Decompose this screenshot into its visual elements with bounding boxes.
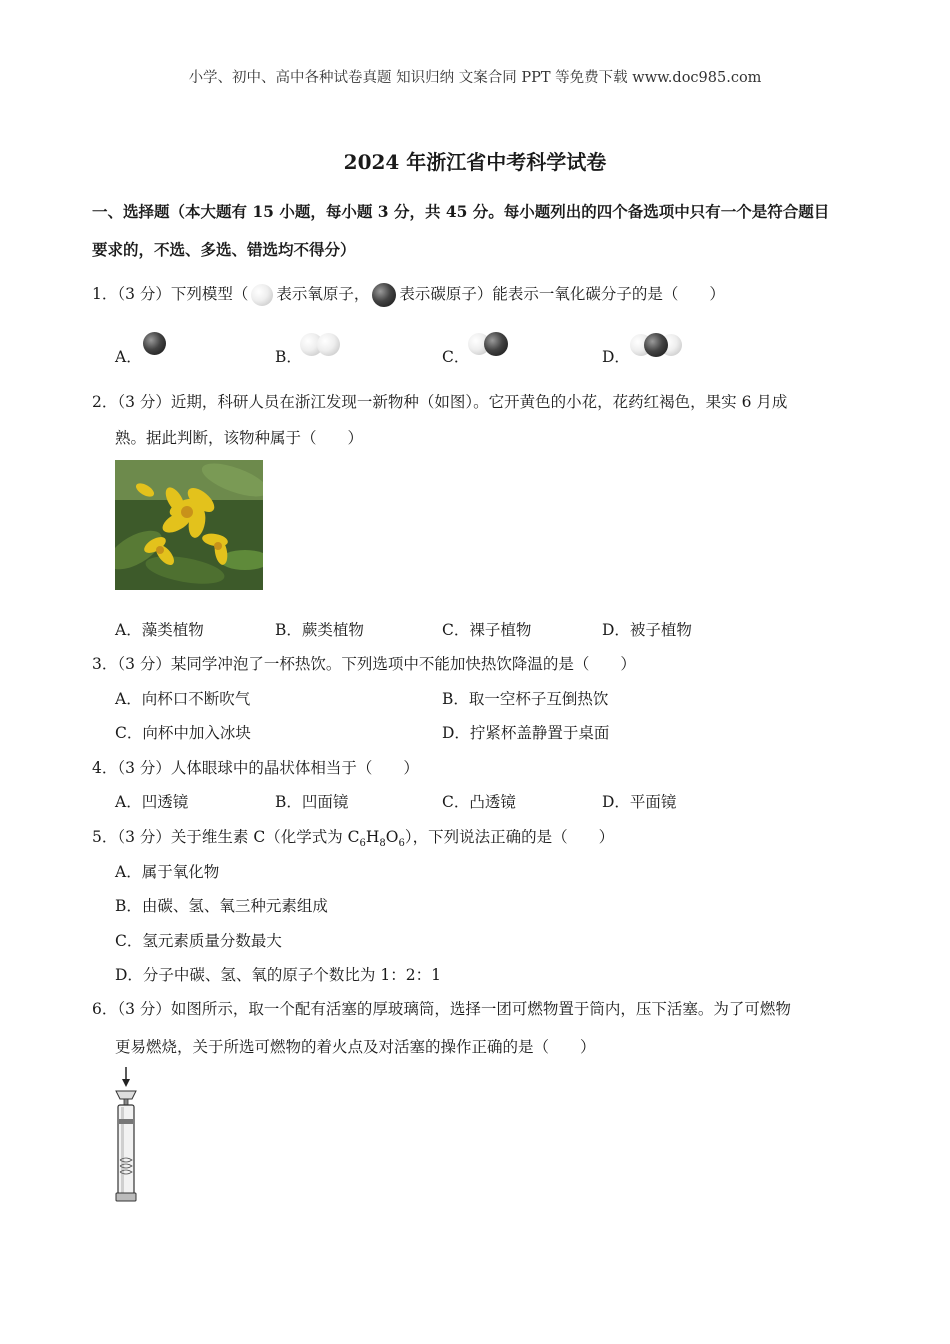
q3-option-a: A．向杯口不断吹气 (115, 690, 251, 708)
oxygen-atom-icon (251, 284, 273, 306)
page-header: 小学、初中、高中各种试卷真题 知识归纳 文案合同 PPT 等免费下载 www.doc985.com (188, 70, 762, 86)
q1-stem-part1: 1．（3 分）下列模型（ (92, 285, 249, 303)
q1-option-a: A． (115, 348, 142, 366)
yellow-flower-photo (115, 460, 263, 590)
q1-stem-part2: 表示氧原子， (276, 285, 370, 303)
question-6-line2: 更易燃烧，关于所选可燃物的着火点及对活塞的操作正确的是（ ） (115, 1038, 596, 1056)
section-heading-line1: 一、选择题（本大题有 15 小题，每小题 3 分，共 45 分。每小题列出的四个备选项中只有一个是符合题目 (92, 202, 830, 221)
q4-option-b: B．凹面镜 (275, 793, 349, 811)
q2-option-d: D．被子植物 (602, 621, 692, 639)
carbon-atom-icon (372, 283, 396, 307)
q1-option-c: C． (442, 348, 470, 366)
q3-option-b: B．取一空杯子互倒热饮 (442, 690, 609, 708)
section-heading-line2: 要求的，不选、多选、错选均不得分） (92, 240, 356, 259)
question-5-stem (92, 825, 614, 849)
q4-option-c: C．凸透镜 (442, 793, 516, 811)
q2-option-c: C．裸子植物 (442, 621, 532, 639)
q2-option-b: B．蕨类植物 (275, 621, 364, 639)
glass-cylinder-piston-diagram (108, 1065, 148, 1205)
q2-option-a: A．藻类植物 (115, 621, 204, 639)
q5-option-c: C．氢元素质量分数最大 (115, 932, 282, 950)
q1-model-a-icon (143, 332, 166, 355)
question-1-stem (92, 282, 725, 307)
q1-model-c-icon (468, 332, 510, 356)
q5-option-a: A．属于氧化物 (115, 863, 220, 881)
q1-model-b-icon (300, 333, 342, 357)
q5-stem-post: ），下列说法正确的是（ ） (404, 828, 615, 846)
page-title: 2024 年浙江省中考科学试卷 (343, 150, 607, 174)
q3-option-d: D．拧紧杯盖静置于桌面 (442, 724, 610, 742)
q5-option-b: B．由碳、氢、氧三种元素组成 (115, 897, 328, 915)
question-2-line2: 熟。据此判断，该物种属于（ ） (115, 429, 364, 447)
q1-stem-part3: 表示碳原子）能表示一氧化碳分子的是（ ） (399, 285, 725, 303)
q4-option-a: A．凹透镜 (115, 793, 189, 811)
q5-option-d: D．分子中碳、氢、氧的原子个数比为 1：2：1 (115, 966, 441, 984)
q1-model-d-icon (630, 333, 684, 357)
question-3-stem: 3．（3 分）某同学冲泡了一杯热饮。下列选项中不能加快热饮降温的是（ ） (92, 655, 636, 673)
q4-option-d: D．平面镜 (602, 793, 677, 811)
q5-h: H (365, 828, 380, 846)
q3-option-c: C．向杯中加入冰块 (115, 724, 251, 742)
q5-sub-c: 6 (359, 838, 366, 850)
q5-o: O (385, 828, 399, 846)
q5-stem-pre: 5．（3 分）关于维生素 C（化学式为 C (92, 828, 360, 846)
q5-sub-h: 8 (379, 838, 386, 850)
question-6-line1: 6．（3 分）如图所示，取一个配有活塞的厚玻璃筒，选择一团可燃物置于筒内，压下活塞。为了可燃物 (92, 1000, 791, 1018)
q1-option-b: B． (275, 348, 302, 366)
question-2-line1: 2．（3 分）近期，科研人员在浙江发现一新物种（如图）。它开黄色的小花，花药红褐色，果实 6 月成 (92, 393, 788, 411)
q1-option-d: D． (602, 348, 630, 366)
q5-sub-o: 6 (398, 838, 405, 850)
question-4-stem: 4．（3 分）人体眼球中的晶状体相当于（ ） (92, 759, 419, 777)
